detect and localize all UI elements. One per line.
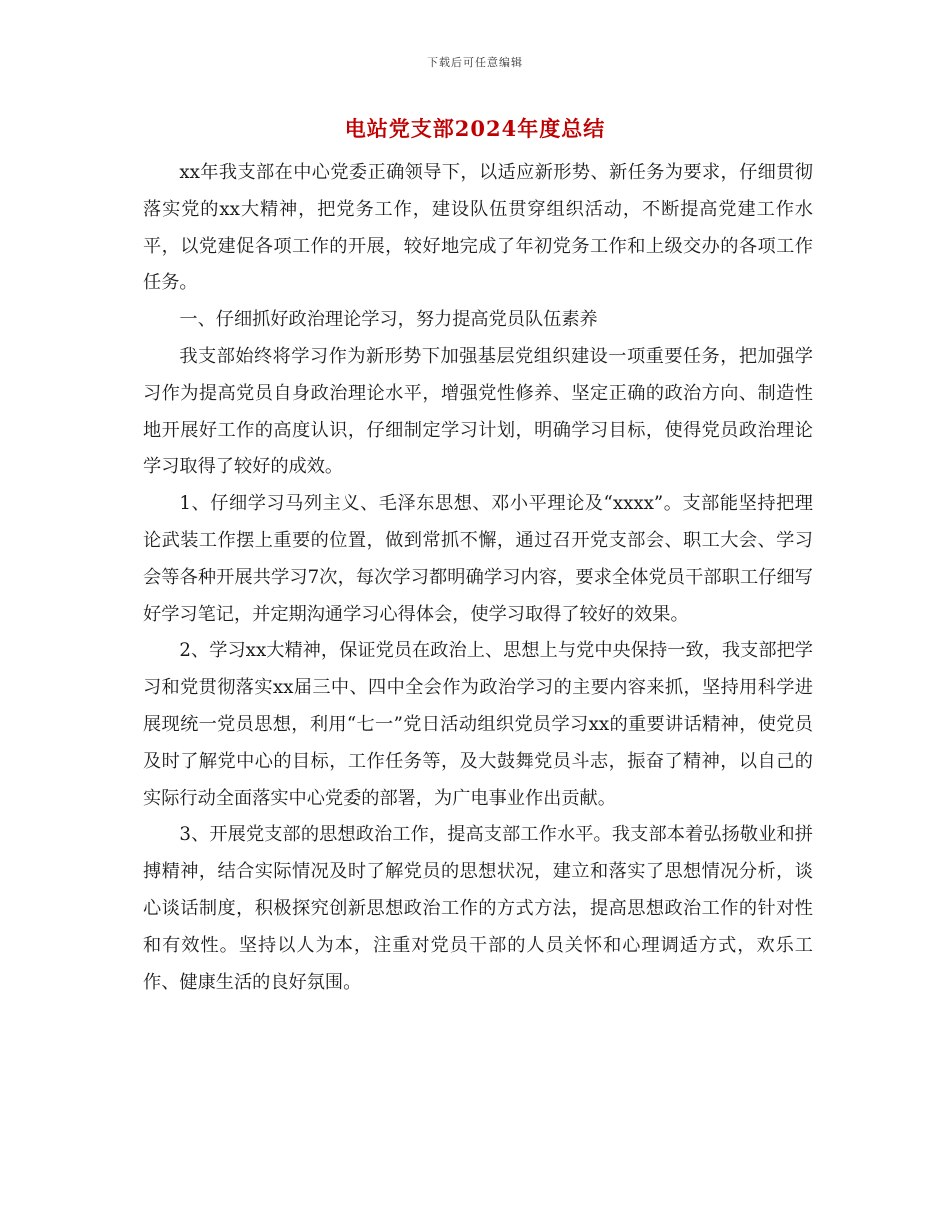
paragraph-item-1: 1、仔细学习马列主义、毛泽东思想、邓小平理论及“xxxx”。支部能坚持把理论武装工作摆上重要的位置，做到常抓不懈，通过召开党支部会、职工大会、学习会等各种开展共学习7次，每次学习都明确学习内容，要求全体党员干部职工仔细写好学习笔记，并定期沟通学习心得体会，使学习取得了较好的效果。 [143, 493, 813, 625]
paragraph-item-2: 2、学习xx大精神，保证党员在政治上、思想上与党中央保持一致，我支部把学习和党贯彻落实xx届三中、四中全会作为政治学习的主要内容来抓，坚持用科学进展现统一党员思想，利用“七一”党日活动组织党员学习xx的重要讲话精神，使党员及时了解党中心的目标，工作任务等，及大鼓舞党员斗志，振奋了精神，以自己的实际行动全面落实中心党委的部署，为广电事业作出贡献。 [143, 640, 813, 809]
paragraph-item-3: 3、开展党支部的思想政治工作，提高支部工作水平。我支部本着弘扬敬业和拼搏精神，结合实际情况及时了解党员的思想状况，建立和落实了思想情况分析，谈心谈话制度，积极探究创新思想政治工作的方式方法，提高思想政治工作的针对性和有效性。坚持以人为本，注重对党员干部的人员关怀和心理调适方式，欢乐工作、健康生活的良好氛围。 [143, 824, 813, 993]
document-title: 电站党支部2024年度总结 [344, 116, 606, 141]
section-heading-1: 一、仔细抓好政治理论学习，努力提高党员队伍素养 [179, 309, 598, 331]
paragraph-intro: xx年我支部在中心党委正确领导下，以适应新形势、新任务为要求，仔细贯彻落实党的xx大精神，把党务工作，建设队伍贯穿组织活动，不断提高党建工作水平，以党建促各项工作的开展，较好地完成了年初党务工作和上级交办的各项工作任务。 [143, 162, 813, 294]
paragraph-section-1: 我支部始终将学习作为新形势下加强基层党组织建设一项重要任务，把加强学习作为提高党员自身政治理论水平，增强党性修养、坚定正确的政治方向、制造性地开展好工作的高度认识，仔细制定学习计划，明确学习目标，使得党员政治理论学习取得了较好的成效。 [143, 345, 813, 478]
document-body [143, 155, 813, 1001]
header-note: 下载后可任意编辑 [427, 56, 523, 69]
